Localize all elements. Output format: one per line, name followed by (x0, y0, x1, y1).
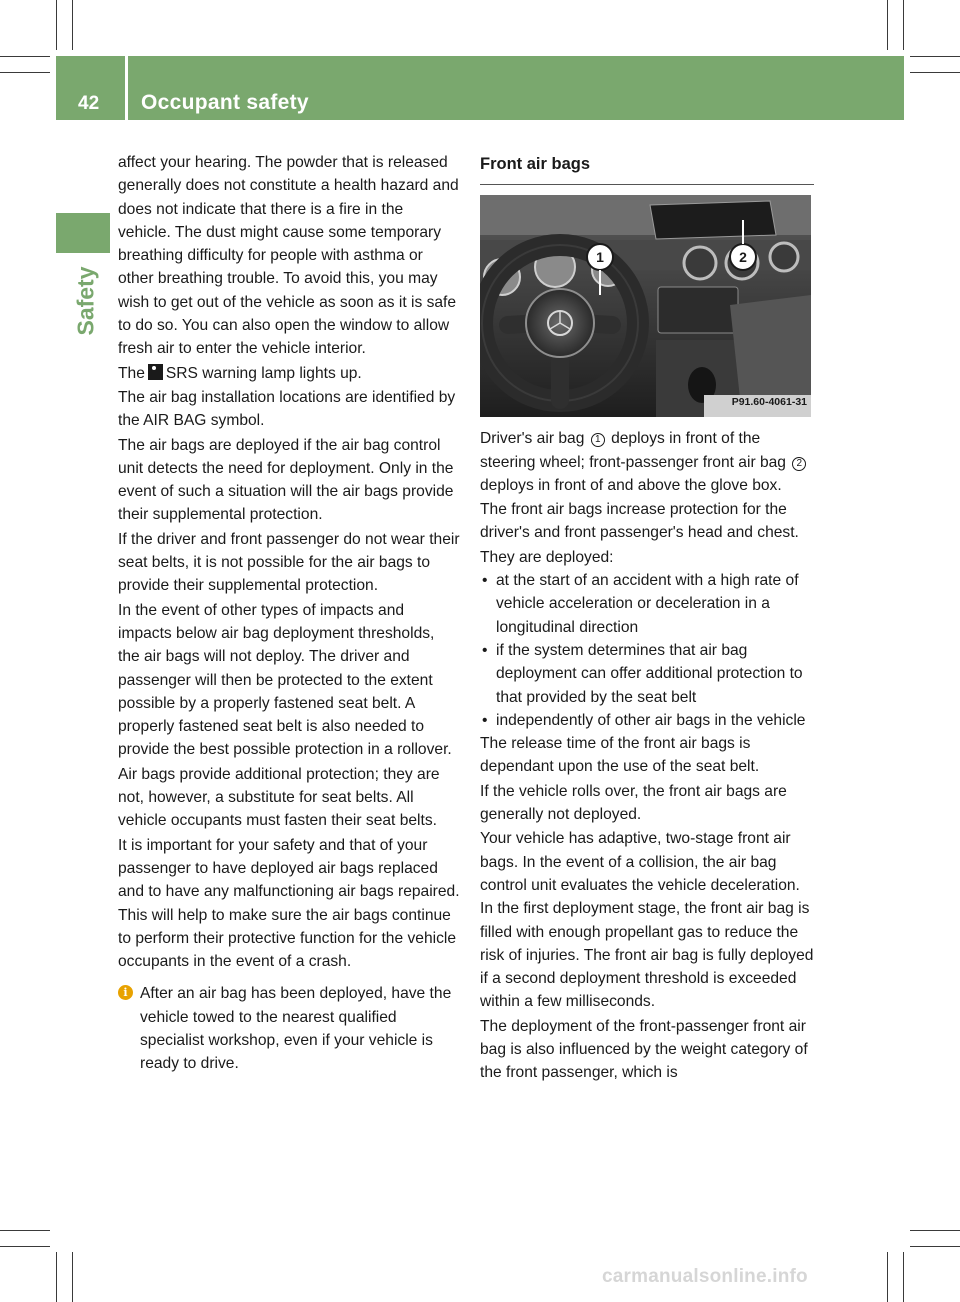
text: SRS warning lamp lights up. (165, 364, 362, 382)
callout-ref-2: 2 (792, 457, 806, 471)
crop-mark (72, 1252, 73, 1302)
text: The (118, 364, 145, 382)
paragraph: In the event of other types of impacts and impacts below air bag deployment thresholds, the air bags will not deploy. The driver and passenger will then be protected to the extent possible by a properly fastened seat belt. A properly fastened seat belt is also needed to provide the best possible protection in a rollover. (118, 601, 452, 759)
paragraph: They are deployed: (480, 548, 614, 566)
side-tab-label: Safety (72, 266, 99, 336)
paragraph: The deployment of the front-passenger front air bag is also influenced by the weight category of the front passenger, which is (480, 1017, 808, 1082)
list-item: • independently of other air bags in the vehicle (480, 709, 814, 732)
crop-mark (0, 72, 50, 73)
paragraph: It is important for your safety and that of your passenger to have deployed air bags replaced and to have any malfunctioning air bags repaired. This will help to make sure the air bags continue to perform their protective function for the vehicle occupants in the event of a crash. (118, 836, 460, 971)
crop-mark (56, 0, 57, 50)
crop-mark (887, 0, 888, 50)
paragraph: If the driver and front passenger do not wear their seat belts, it is not possible for the air bags to provide their supplemental protection. (118, 530, 460, 595)
right-column (480, 151, 814, 1085)
crop-mark (56, 1252, 57, 1302)
paragraph: Your vehicle has adaptive, two-stage front air bags. In the event of a collision, the air bag control unit evaluates the vehicle deceleration. In the first deployment stage, the front air bag is filled with enough propellant gas to reduce the risk of injuries. The front air bag is fully deployed if a second deployment threshold is exceeded within a few milliseconds. (480, 830, 814, 1011)
list-item: • if the system determines that air bag deployment can offer additional protection to that provided by the seat belt (480, 639, 814, 709)
paragraph-srs (118, 362, 460, 385)
info-icon: i (118, 985, 133, 1000)
paragraph: The front air bags increase protection for the driver's and front passenger's head and chest. (480, 501, 799, 542)
photo-caption (480, 427, 814, 497)
paragraph: The release time of the front air bags is dependant upon the use of the seat belt. (480, 735, 760, 776)
crop-mark (0, 1246, 50, 1247)
crop-mark (903, 0, 904, 50)
crop-mark (910, 56, 960, 57)
crop-mark (887, 1252, 888, 1302)
photo-code: P91.60-4061-31 (731, 396, 807, 408)
callout-ref-1: 1 (591, 433, 605, 447)
paragraph: Air bags provide additional protection; they are not, however, a substitute for seat belts. All vehicle occupants must fasten their seat belts. (118, 765, 440, 830)
header-divider (125, 56, 128, 120)
callout-1-label: 1 (596, 249, 604, 266)
crop-mark (0, 1230, 50, 1231)
crop-mark (0, 56, 50, 57)
info-note (118, 982, 460, 1075)
paragraph: The air bags are deployed if the air bag control unit detects the need for deployment. Only in the event of such a situation will the air bags provide their supplemental protection. (118, 436, 454, 524)
section-title: Front air bags (480, 153, 814, 185)
dashboard-photo (480, 195, 811, 417)
crop-mark (903, 1252, 904, 1302)
paragraph: The air bag installation locations are identified by the AIR BAG symbol. (118, 388, 456, 430)
page-number: 42 (78, 93, 100, 114)
info-note-text: After an air bag has been deployed, have the vehicle towed to the nearest qualified specialist workshop, even if your vehicle is ready to drive. (140, 985, 452, 1073)
text: deploys in front of and above the glove box. (480, 476, 782, 494)
text: Driver's air bag (480, 430, 585, 448)
callout-2-label: 2 (739, 249, 747, 266)
crop-mark (72, 0, 73, 50)
dashboard-illustration (480, 195, 811, 417)
watermark: carmanualsonline.info (602, 1266, 808, 1287)
list-item: • at the start of an accident with a high rate of vehicle acceleration or deceleration in a longitudinal direction (480, 569, 814, 639)
srs-warning-lamp-icon (148, 364, 163, 380)
page-title: Occupant safety (141, 91, 309, 114)
deployment-list (480, 569, 814, 732)
left-column (118, 151, 460, 1076)
side-tab-marker (56, 213, 110, 253)
text: deploys in front of the steering wheel; front-passenger front air bag (480, 430, 786, 471)
paragraph: If the vehicle rolls over, the front air bags are generally not deployed. (480, 782, 787, 824)
crop-mark (910, 1246, 960, 1247)
crop-mark (910, 1230, 960, 1231)
paragraph: affect your hearing. The powder that is released generally does not constitute a health hazard and does not indicate that there is a fire in the vehicle. The dust might cause some temporary breathing difficulty for people with asthma or other breathing trouble. To avoid this, you may wish to get out of the vehicle as soon as it is safe to do so. You can also open the window to allow fresh air to enter the vehicle interior. (118, 154, 459, 358)
crop-mark (910, 72, 960, 73)
